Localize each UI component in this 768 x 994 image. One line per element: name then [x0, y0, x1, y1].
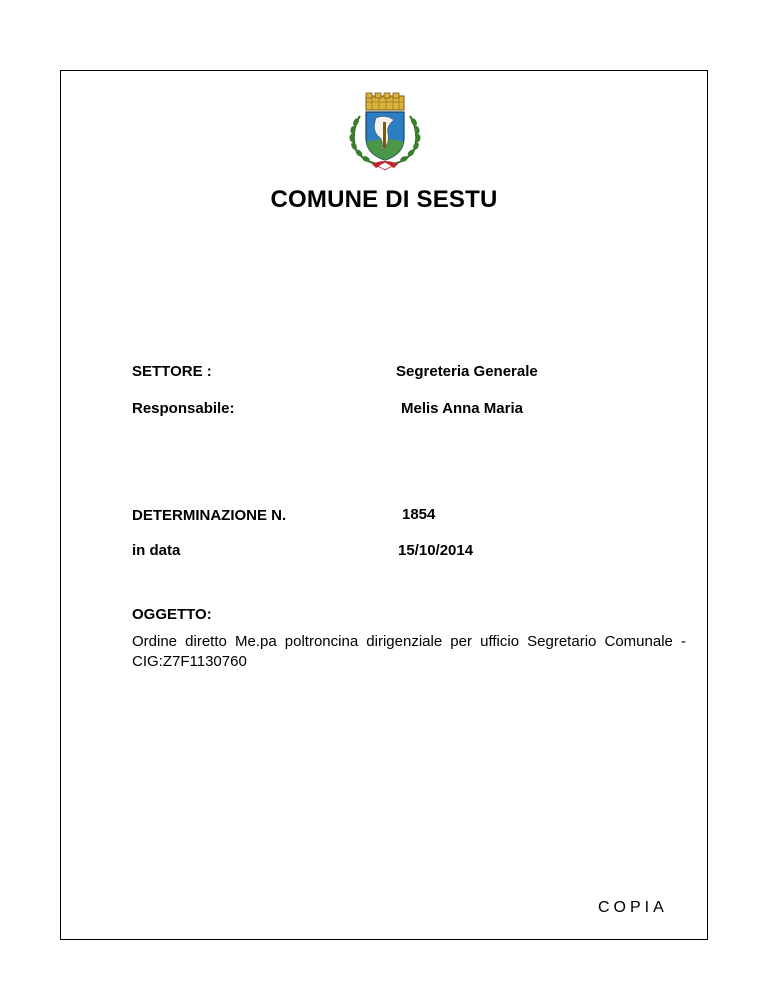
- responsabile-label: Responsabile:: [132, 400, 235, 417]
- determinazione-number: 1854: [402, 506, 436, 523]
- ribbon-icon: [372, 161, 398, 170]
- determinazione-label: DETERMINAZIONE N.: [132, 507, 287, 524]
- crown-icon: [366, 93, 404, 110]
- data-value: 15/10/2014: [398, 542, 474, 559]
- municipality-title: COMUNE DI SESTU: [270, 186, 498, 213]
- responsabile-value: Melis Anna Maria: [401, 400, 523, 417]
- data-label: in data: [132, 542, 181, 559]
- settore-label: SETTORE :: [132, 363, 212, 380]
- coat-of-arms-icon: [342, 92, 428, 172]
- settore-value: Segreteria Generale: [396, 363, 538, 380]
- copy-mark: COPIA: [598, 899, 668, 916]
- oggetto-text: Ordine diretto Me.pa poltroncina dirigenziale per ufficio Segretario Comunale - CIG:Z7F1130760: [132, 633, 686, 670]
- oggetto-label: OGGETTO:: [132, 606, 212, 623]
- shield-icon: [366, 112, 404, 160]
